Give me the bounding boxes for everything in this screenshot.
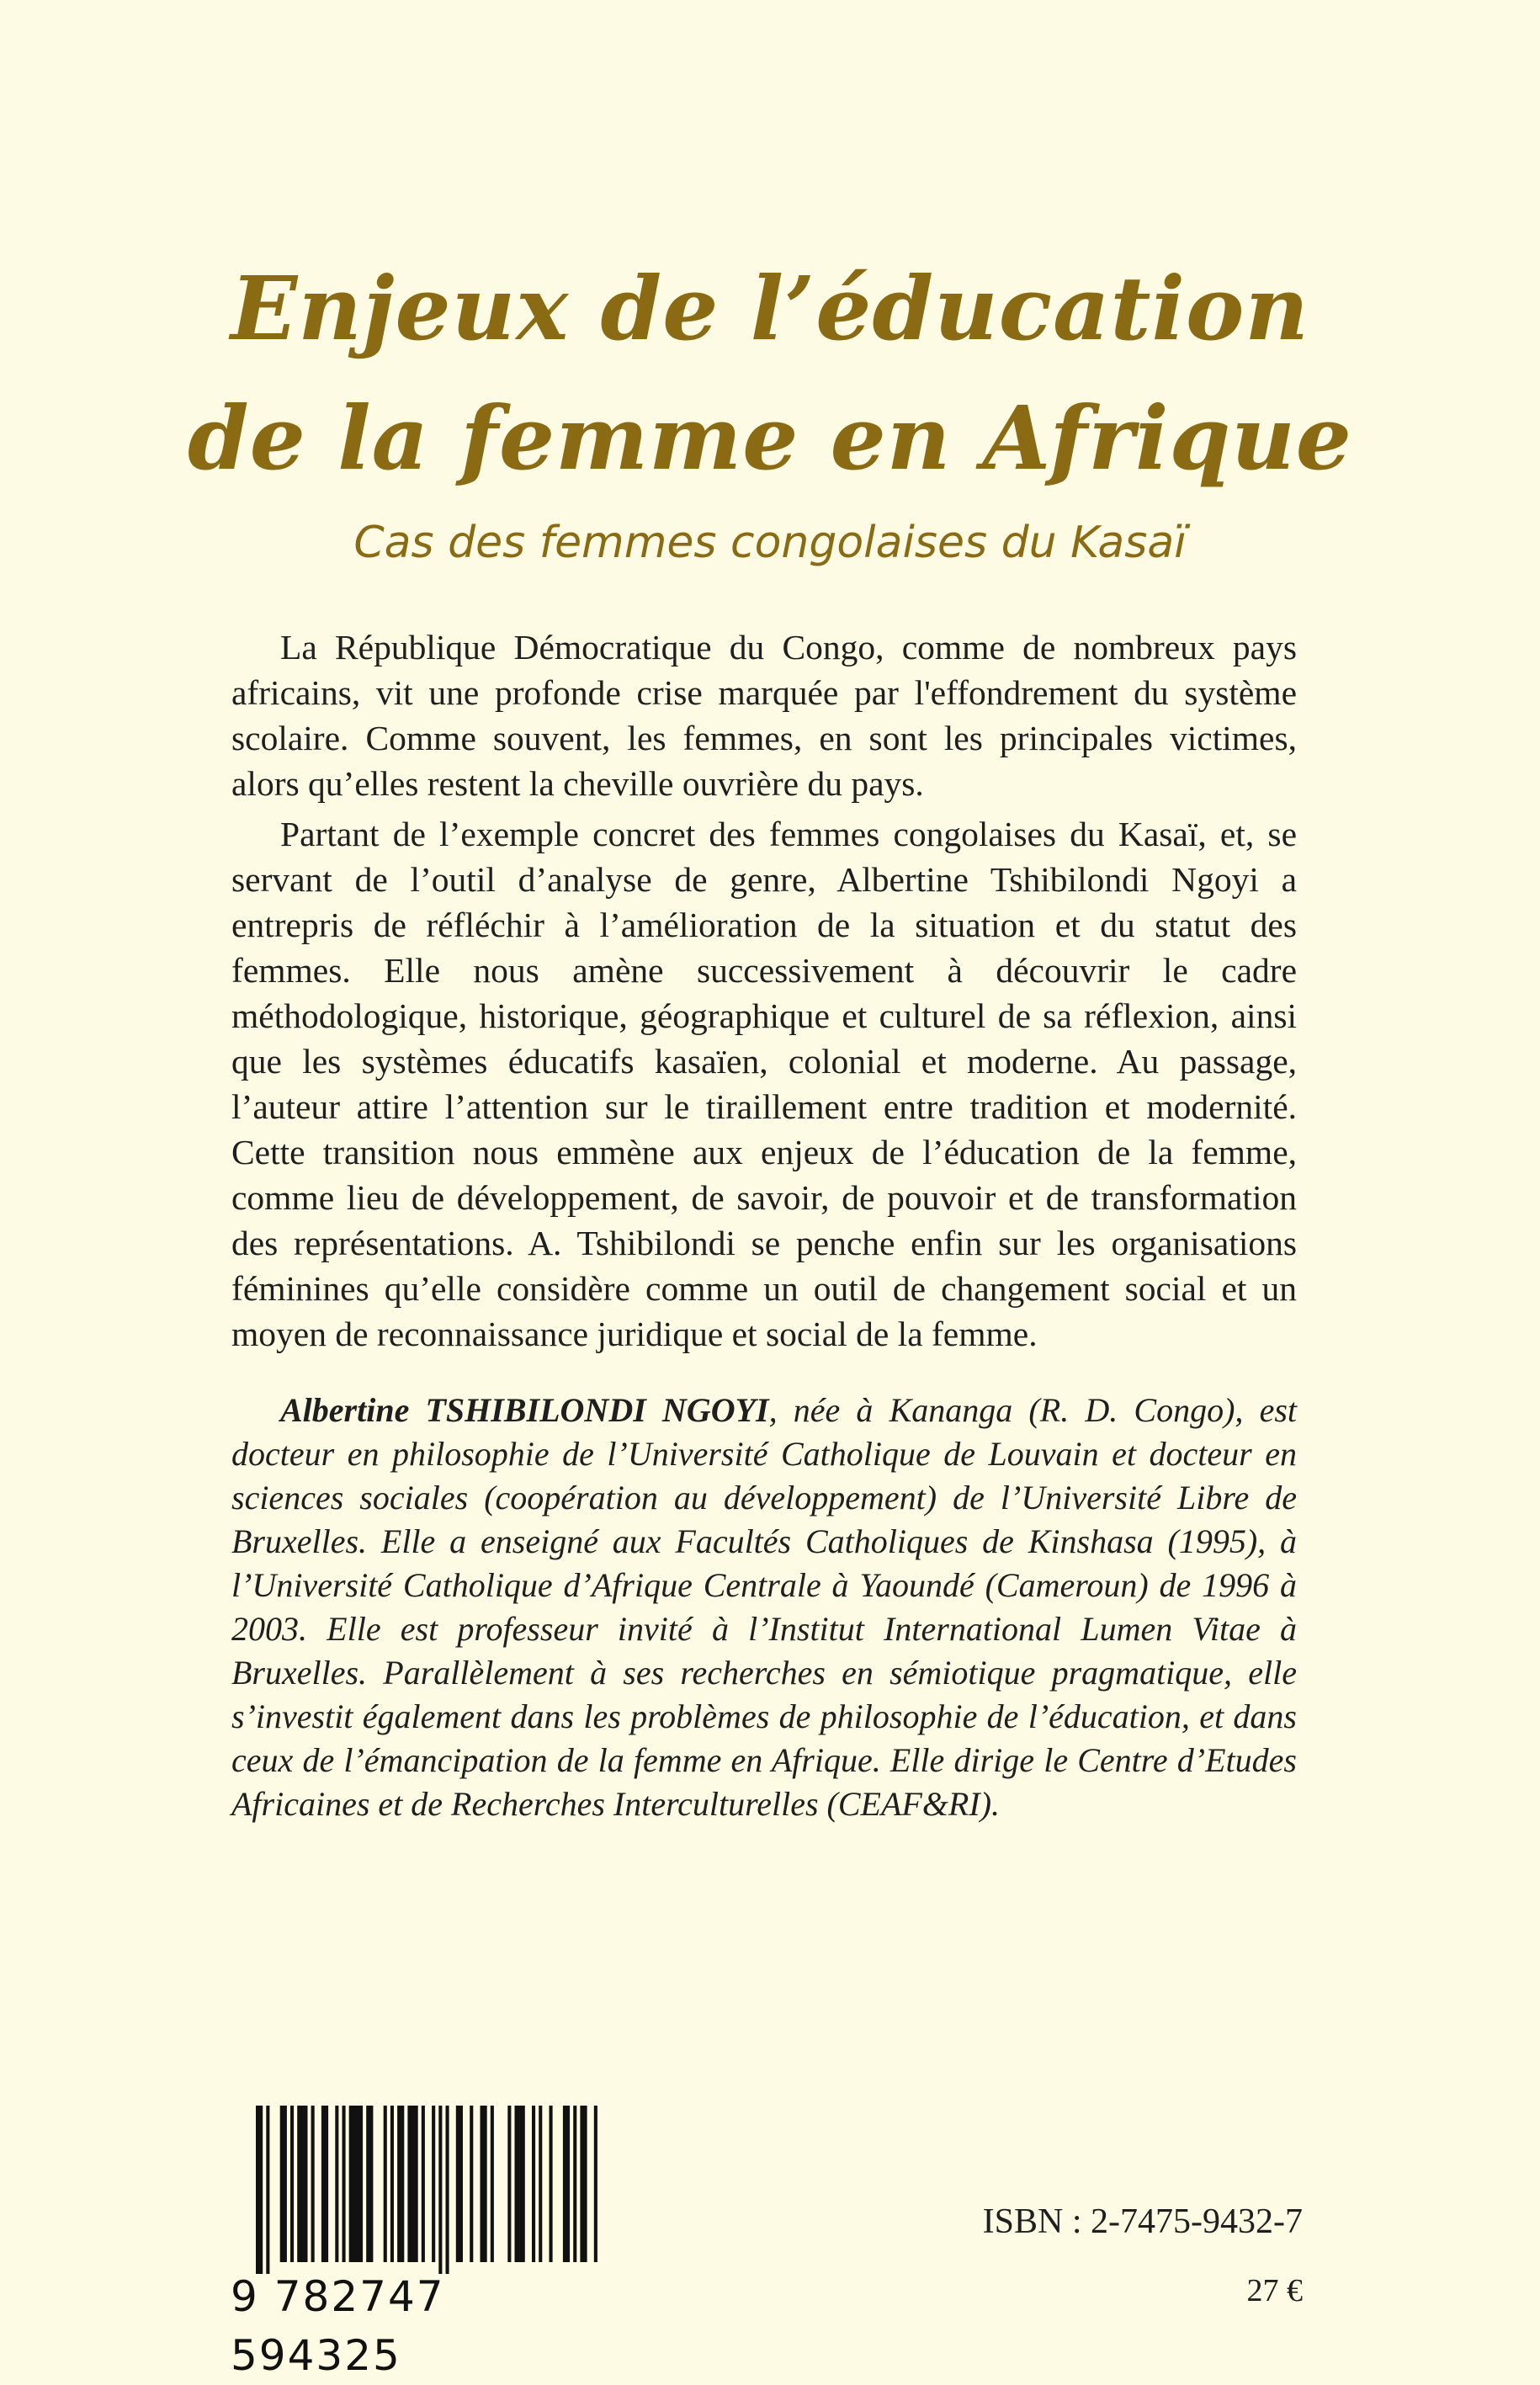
title-line-1: Enjeux de l’éducation (230, 257, 1310, 360)
barcode-bar (580, 2106, 587, 2262)
barcode-bar (438, 2106, 442, 2274)
barcode-bar (422, 2106, 425, 2262)
author-bio-text: , née à Kananga (R. D. Congo), est docteur en philosophie de l’Université Catholique de Louvain et docteur en sciences sociales (coopération au développement) de l’Université Libre de Bruxelles. Elle a enseigné aux Facultés Catholiques de Kinshasa (1995), à l’Université Catholique d’Afrique Centrale à Yaoundé (Cameroun) de 1996 à 2003. Elle est professeur invité à l’Institut International Lumen Vitae à Bruxelles. Parallèlement à ses recherches en sémiotique pragmatique, elle s’investit également dans les problèmes de philosophie de l’éducation, et dans ceux de l’émancipation de la femme en Afrique. Elle dirige le Centre d’Etudes Africaines et de Recherches Interculturelles (CEAF&RI). (231, 1391, 1297, 1823)
barcode-bar (563, 2106, 570, 2262)
title-line-2: de la femme en Afrique (188, 386, 1352, 490)
barcode-bars (254, 2106, 597, 2274)
author-bio (231, 1389, 1297, 1826)
barcode-bar (397, 2106, 404, 2262)
barcode-bar (384, 2106, 387, 2262)
summary-paragraph-1: La République Démocratique du Congo, comme de nombreux pays africains, vit une profonde crise marquée par l'effondrement du système scolaire. Comme souvent, les femmes, en sont les principales victimes, alors qu’elles restent la cheville ouvrière du pays. (231, 628, 1297, 803)
barcode-bar (266, 2106, 269, 2274)
barcode-bar (446, 2106, 449, 2274)
barcode-bar (507, 2106, 511, 2262)
barcode-bar (297, 2106, 307, 2262)
barcode-bar (311, 2106, 315, 2262)
barcode-bar (349, 2106, 363, 2262)
summary-paragraph-2: Partant de l’exemple concret des femmes congolaises du Kasaï, et, se servant de l’outil d’analyse de genre, Albertine Tshibilondi Ngoyi a entrepris de réfléchir à l’amélioration de la situation et du statut des femmes. Elle nous amène successivement à découvrir le cadre méthodologique, historique, géographique et culturel de sa réflexion, ainsi que les systèmes éducatifs kasaïen, colonial et moderne. Au passage, l’auteur attire l’attention sur le tiraillement entre tradition et modernité. Cette transition nous emmène aux enjeux de l’éducation de la femme, comme lieu de développement, de savoir, de pouvoir et de transformation des représentations. A. Tshibilondi se penche enfin sur les organisations féminines qu’elle considère comme un outil de changement social et un moyen de reconnaissance juridique et social de la femme. (231, 815, 1297, 1353)
barcode-bar (366, 2106, 373, 2262)
barcode-bar (343, 2106, 346, 2262)
barcode-bar (539, 2106, 542, 2262)
barcode-bar (515, 2106, 525, 2262)
barcode-bar (290, 2106, 294, 2262)
barcode-bar (491, 2106, 494, 2262)
barcode-bar (321, 2106, 328, 2262)
subtitle: Cas des femmes congolaises du Kasaï (353, 518, 1187, 568)
barcode-bar (390, 2106, 394, 2262)
barcode-bar (432, 2106, 435, 2262)
barcode-bar (335, 2106, 338, 2262)
barcode-digits: 9 782747 594325 (231, 2272, 445, 2380)
author-bio-paragraph (231, 1389, 1297, 1826)
barcode-bar (470, 2106, 473, 2262)
isbn: ISBN : 2-7475-9432-7 (982, 2202, 1303, 2241)
barcode-bar (256, 2106, 263, 2274)
barcode-bar (532, 2106, 535, 2262)
barcode-bar (407, 2106, 417, 2262)
barcode-bar (481, 2106, 487, 2262)
barcode-bar (280, 2106, 287, 2262)
barcode-bar (594, 2106, 597, 2262)
barcode-bar (573, 2106, 576, 2262)
author-name: Albertine TSHIBILONDI NGOYI (280, 1391, 769, 1429)
price: 27 € (1246, 2273, 1303, 2308)
barcode-bar (550, 2106, 553, 2262)
barcode-bar (456, 2106, 463, 2262)
summary-text (231, 624, 1297, 1362)
